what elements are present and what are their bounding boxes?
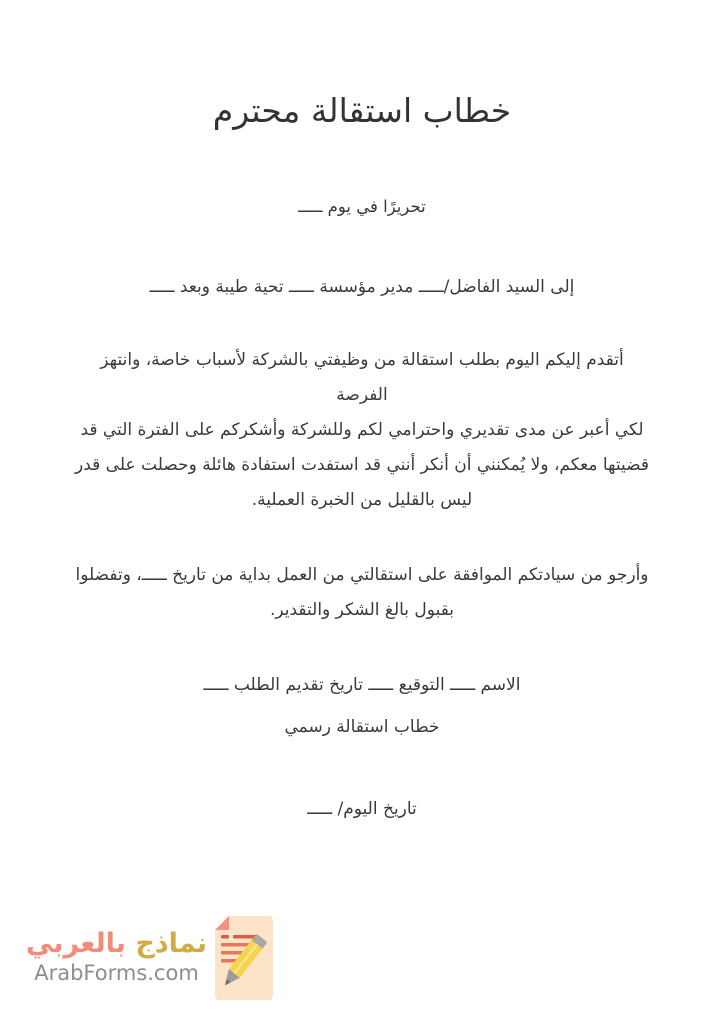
document-pencil-icon [213,912,275,1002]
brand-word-forms: نماذج [135,927,208,959]
request-paragraph-line: بقبول بالغ الشكر والتقدير. [269,599,455,620]
document-subtitle: خطاب استقالة رسمي [284,716,440,737]
body-paragraph-line: لكي أعبر عن مدى تقديري واحترامي لكم وللشركة وأشكركم على الفترة التي قد [80,419,644,440]
page-title: خطاب استقالة محترم [212,91,512,130]
brand-text [26,928,207,987]
recipient-line: إلى السيد الفاضل/ـــــ مدير مؤسسة ـــــ تحية طيبة وبعد ـــــ [149,276,575,297]
body-paragraph-line: أتقدم إليكم اليوم بطلب استقالة من وظيفتي بالشركة لأسباب خاصة، وانتهز الفرصة [100,349,624,405]
signature-fields-line: الاسم ـــــ التوقيع ـــــ تاريخ تقديم الطلب ـــــ [203,674,521,695]
brand-domain-text: ArabForms.com [34,961,199,986]
body-paragraph-line: قضيتها معكم، ولا يُمكنني أن أنكر أنني قد استفدت استفادة هائلة وحصلت على قدر [75,454,649,475]
written-on-date-line: تحريرًا في يوم ـــــ [298,196,426,216]
paper-text-line [221,935,229,939]
arabforms-watermark [26,912,275,1002]
request-paragraph-line: وأرجو من سيادتكم الموافقة على استقالتي من العمل بداية من تاريخ ـــــ، وتفضلوا [75,564,649,585]
body-paragraph-line: ليس بالقليل من الخبرة العملية. [251,489,473,510]
body-paragraph [72,343,652,518]
paper-fold-corner [215,916,229,930]
today-date-line: تاريخ اليوم/ ـــــ [307,798,417,819]
brand-arabic-name [26,928,207,960]
request-paragraph [62,558,662,628]
brand-word-arabic: بالعربي [26,927,126,959]
